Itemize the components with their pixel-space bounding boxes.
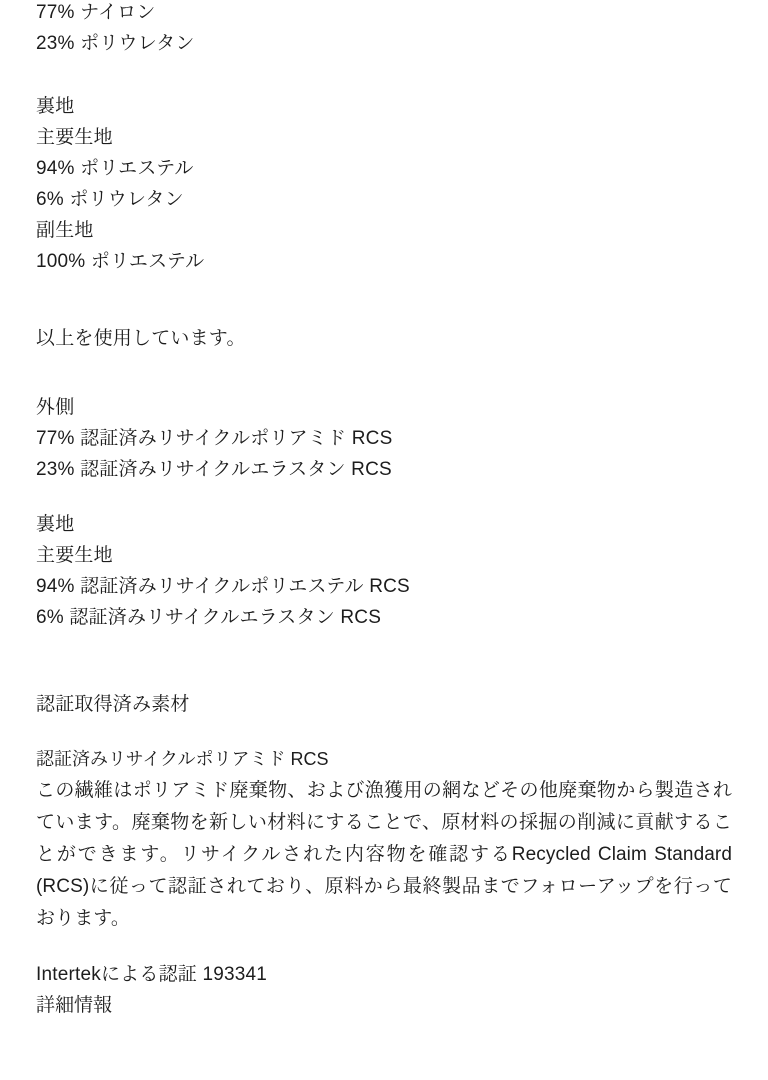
composition-line: 100% ポリエステル — [36, 251, 205, 272]
certified-composition-line: 94% 認証済みリサイクルポリエステル RCS — [36, 576, 410, 597]
outer-composition-top-block — [36, 0, 732, 59]
main-fabric-label: 主要生地 — [36, 127, 113, 148]
composition-line: 77% ナイロン — [36, 2, 156, 23]
outer-certified-composition-block — [36, 392, 732, 485]
section-gap — [36, 59, 732, 91]
lining-certified-composition-block — [36, 509, 732, 633]
main-fabric-label: 主要生地 — [36, 545, 113, 566]
heading-gap — [36, 720, 732, 744]
certified-material-name: 認証済みリサイクルポリアミド RCS — [36, 749, 329, 769]
section-gap — [36, 935, 732, 959]
composition-line: 6% ポリウレタン — [36, 189, 184, 210]
outer-label: 外側 — [36, 397, 75, 418]
certified-materials-block — [36, 689, 732, 935]
certified-materials-heading: 認証取得済み素材 — [36, 694, 190, 715]
certification-info-block — [36, 959, 732, 1016]
section-gap — [36, 485, 732, 509]
composition-line: 94% ポリエステル — [36, 158, 194, 179]
section-gap — [36, 309, 732, 323]
section-gap — [36, 354, 732, 378]
usage-statement-block — [36, 323, 732, 354]
section-gap — [36, 633, 732, 665]
certified-material-description: この繊維はポリアミド廃棄物、および漁獲用の網などその他廃棄物から製造されています。廃棄物を新しい材料にすることで、原材料の採掘の削減に貢献することができます。リサイクルされた内容物を確認するRecycled Claim Standard (RCS)に従って認証されており、原料から最終製品までフォローアップを行っております。 — [36, 780, 732, 929]
section-gap — [36, 378, 732, 392]
certified-composition-line: 6% 認証済みリサイクルエラスタン RCS — [36, 607, 382, 628]
details-link[interactable]: 詳細情報 — [36, 995, 113, 1016]
section-gap — [36, 665, 732, 689]
section-gap — [36, 277, 732, 309]
certified-composition-line: 23% 認証済みリサイクルエラスタン RCS — [36, 459, 392, 480]
composition-line: 23% ポリウレタン — [36, 33, 195, 54]
sub-fabric-label: 副生地 — [36, 220, 94, 241]
certified-composition-line: 77% 認証済みリサイクルポリアミド RCS — [36, 428, 393, 449]
lining-label: 裏地 — [36, 514, 75, 535]
lining-composition-block — [36, 91, 732, 277]
usage-statement-text: 以上を使用しています。 — [36, 328, 246, 349]
lining-label: 裏地 — [36, 96, 75, 117]
certification-number: Intertekによる認証 193341 — [36, 964, 268, 985]
